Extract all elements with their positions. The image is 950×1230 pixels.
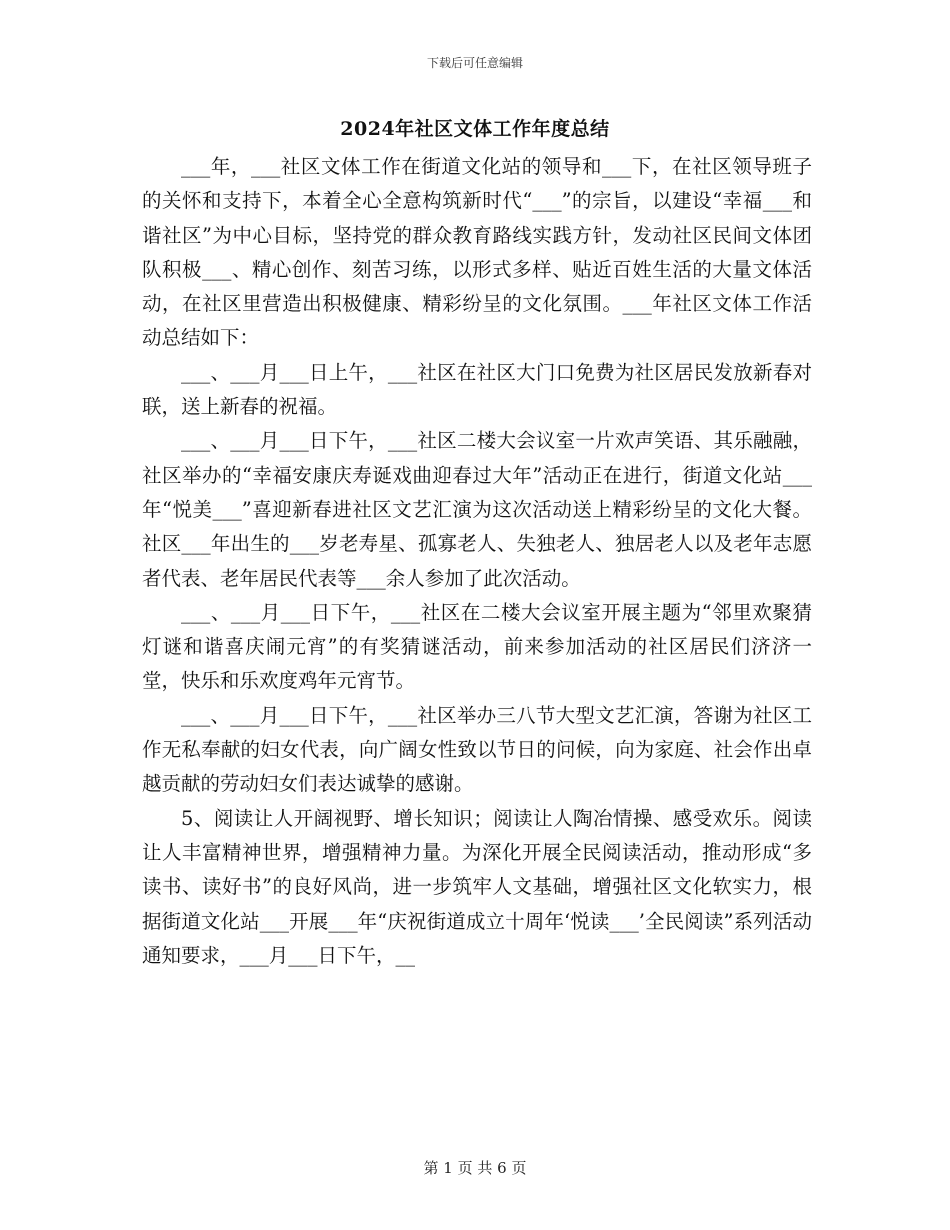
paragraph-item-5: 5、阅读让人开阔视野、增长知识；阅读让人陶冶情操、感受欢乐。阅读让人丰富精神世界，增强精神力量。为深化开展全民阅读活动，推动形成“多读书、读好书”的良好风尚，进一步筑牢人文基础，增强社区文化软实力，根据街道文化站___开展___年“庆祝街道成立十周年‘悦读___’全民阅读”系列活动通知要求，___月___日下午，__: [142, 806, 812, 967]
paragraph-item-4: ___、___月___日下午，___社区举办三八节大型文艺汇演，答谢为社区工作无私奉献的妇女代表，向广阔女性致以节日的问候，向为家庭、社会作出卓越贡献的劳动妇女们表达诚挚的感谢。: [142, 703, 812, 796]
page-number-footer: 第 1 页 共 6 页: [423, 1159, 527, 1177]
paragraph-item-1: ___、___月___日上午，___社区在社区大门口免费为社区居民发放新春对联，送上新春的祝福。: [142, 360, 812, 419]
paragraph-item-3: ___、___月___日下午，___社区在二楼大会议室开展主题为“邻里欢聚猜灯谜和谐喜庆闹元宵”的有奖猜谜活动，前来参加活动的社区居民们济济一堂，快乐和乐欢度鸡年元宵节。: [142, 600, 812, 693]
paragraph-item-2: ___、___月___日下午，___社区二楼大会议室一片欢声笑语、其乐融融，社区举办的“幸福安康庆寿诞戏曲迎春过大年”活动正在进行，街道文化站___年“悦美___”喜迎新春进社区文艺汇演为这次活动送上精彩纷呈的文化大餐。社区___年出生的___岁老寿星、孤寡老人、失独老人、独居老人以及老年志愿者代表、老年居民代表等___余人参加了此次活动。: [142, 429, 812, 590]
paragraph-intro: ___年，___社区文体工作在街道文化站的领导和___下，在社区领导班子的关怀和支持下，本着全心全意构筑新时代“___”的宗旨，以建设“幸福___和谐社区”为中心目标，坚持党的群众教育路线实践方针，发动社区民间文体团队积极___、精心创作、刻苦习练，以形式多样、贴近百姓生活的大量文体活动，在社区里营造出积极健康、精彩纷呈的文化氛围。___年社区文体工作活动总结如下：: [142, 155, 812, 350]
document-body: [142, 150, 812, 973]
document-title: 2024年社区文体工作年度总结: [340, 118, 610, 140]
header-note: 下载后可任意编辑: [426, 56, 523, 70]
